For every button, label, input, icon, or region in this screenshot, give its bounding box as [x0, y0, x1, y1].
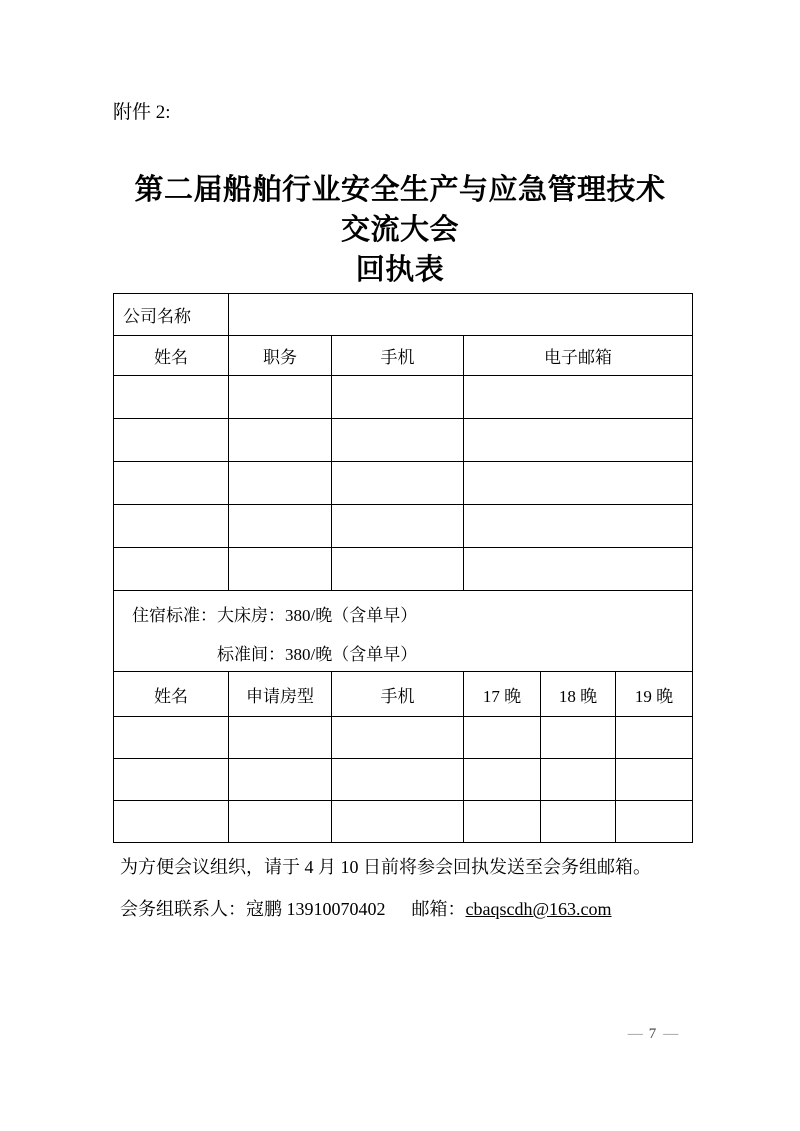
page-number-value: 7	[648, 1026, 657, 1042]
attendee-name-cell[interactable]	[114, 419, 229, 462]
attendee-header-email: 电子邮箱	[464, 336, 693, 376]
room-night17-cell[interactable]	[464, 801, 541, 843]
attendee-row	[114, 548, 693, 591]
room-mobile-cell[interactable]	[332, 717, 464, 759]
room-mobile-cell[interactable]	[332, 801, 464, 843]
attendee-name-cell[interactable]	[114, 548, 229, 591]
company-name-row	[114, 294, 693, 336]
room-night18-cell[interactable]	[541, 717, 616, 759]
attendee-mobile-cell[interactable]	[332, 462, 464, 505]
attendee-position-cell[interactable]	[229, 548, 332, 591]
room-night17-cell[interactable]	[464, 759, 541, 801]
room-night18-cell[interactable]	[541, 801, 616, 843]
room-night19-cell[interactable]	[616, 717, 693, 759]
reply-form-table	[113, 293, 693, 843]
room-header-night18: 18 晚	[541, 672, 616, 717]
company-name-label: 公司名称	[114, 294, 229, 336]
room-name-cell[interactable]	[114, 759, 229, 801]
attendee-header-position: 职务	[229, 336, 332, 376]
accommodation-standard-line2: 标准间：380/晚（含单早）	[217, 645, 418, 664]
room-night19-cell[interactable]	[616, 759, 693, 801]
room-type-cell[interactable]	[229, 801, 332, 843]
room-header-name: 姓名	[114, 672, 229, 717]
room-header-roomtype: 申请房型	[229, 672, 332, 717]
page-number-dash-left: —	[627, 1026, 642, 1042]
attendee-email-cell[interactable]	[464, 462, 693, 505]
document-title	[0, 170, 800, 290]
attendee-mobile-cell[interactable]	[332, 505, 464, 548]
attendee-position-cell[interactable]	[229, 505, 332, 548]
attendee-email-cell[interactable]	[464, 548, 693, 591]
room-header-night19: 19 晚	[616, 672, 693, 717]
attendee-email-cell[interactable]	[464, 376, 693, 419]
accommodation-standard-line1: 住宿标准：大床房：380/晚（含单早）	[132, 606, 418, 625]
attendee-name-cell[interactable]	[114, 462, 229, 505]
room-row	[114, 801, 693, 843]
title-line-1: 第二届船舶行业安全生产与应急管理技术	[134, 174, 666, 206]
attendee-row	[114, 505, 693, 548]
page-number	[600, 1024, 705, 1044]
attendee-header-mobile: 手机	[332, 336, 464, 376]
email-label: 邮箱：	[411, 899, 466, 919]
accommodation-row	[114, 591, 693, 672]
room-row	[114, 717, 693, 759]
attendee-mobile-cell[interactable]	[332, 376, 464, 419]
attendee-mobile-cell[interactable]	[332, 548, 464, 591]
room-type-cell[interactable]	[229, 759, 332, 801]
room-row	[114, 759, 693, 801]
attachment-label: 附件 2:	[113, 102, 171, 123]
room-header-row	[114, 672, 693, 717]
attendee-row	[114, 419, 693, 462]
room-type-cell[interactable]	[229, 717, 332, 759]
room-name-cell[interactable]	[114, 717, 229, 759]
attendee-position-cell[interactable]	[229, 462, 332, 505]
contact-email-link[interactable]: cbaqscdh@163.com	[465, 899, 612, 919]
page-number-dash-right: —	[663, 1026, 678, 1042]
room-mobile-cell[interactable]	[332, 759, 464, 801]
attendee-row	[114, 376, 693, 419]
room-night19-cell[interactable]	[616, 801, 693, 843]
room-header-mobile: 手机	[332, 672, 464, 717]
room-night18-cell[interactable]	[541, 759, 616, 801]
contact-note	[120, 896, 720, 922]
accommodation-cell	[114, 591, 693, 672]
company-name-value-cell[interactable]	[229, 294, 693, 336]
attendee-mobile-cell[interactable]	[332, 419, 464, 462]
attendee-row	[114, 462, 693, 505]
attendee-name-cell[interactable]	[114, 505, 229, 548]
deadline-note: 为方便会议组织，请于 4 月 10 日前将参会回执发送至会务组邮箱。	[120, 857, 651, 877]
attendee-email-cell[interactable]	[464, 419, 693, 462]
room-name-cell[interactable]	[114, 801, 229, 843]
contact-person: 会务组联系人：寇鹏 13910070402	[120, 899, 386, 919]
attendee-position-cell[interactable]	[229, 419, 332, 462]
attendee-name-cell[interactable]	[114, 376, 229, 419]
room-header-night17: 17 晚	[464, 672, 541, 717]
room-night17-cell[interactable]	[464, 717, 541, 759]
title-line-2: 交流大会	[340, 214, 459, 246]
attendee-header-row	[114, 336, 693, 376]
attendee-position-cell[interactable]	[229, 376, 332, 419]
attendee-header-name: 姓名	[114, 336, 229, 376]
title-line-3: 回执表	[355, 254, 445, 286]
attendee-email-cell[interactable]	[464, 505, 693, 548]
